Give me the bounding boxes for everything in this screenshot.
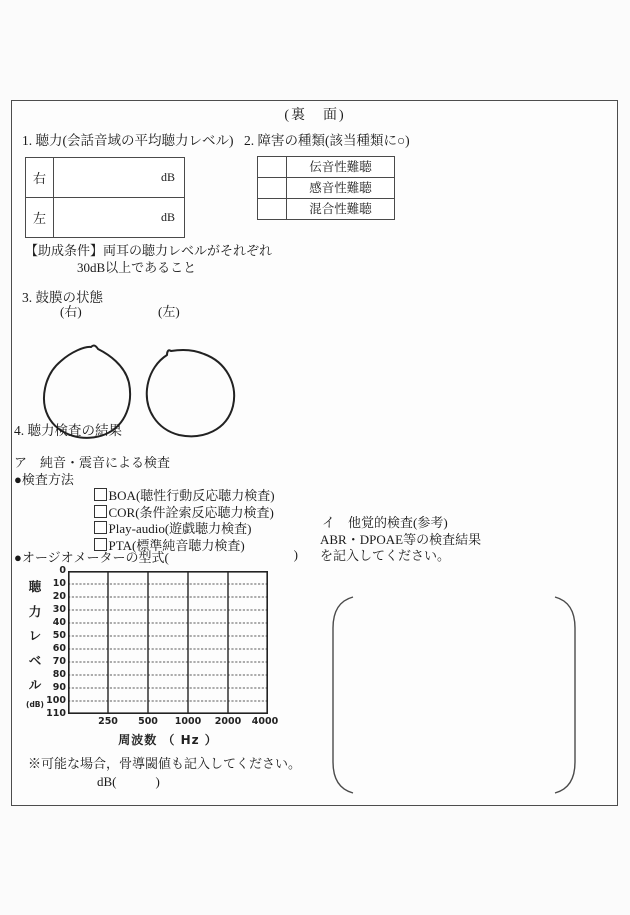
y-axis-tick: 30 [52,604,66,615]
page-title: (裏 面) [284,108,346,123]
bone-conduction-field[interactable]: dB( ) [97,774,160,789]
y-axis-tick: 40 [52,617,66,628]
left-eardrum-outline [147,350,234,436]
y-axis-tick: 80 [52,669,66,680]
y-axis-tick: 60 [52,643,66,654]
method-option-label: PTA(標準純音聴力検査) [108,538,245,553]
audiometer-model-field[interactable] [169,547,294,566]
x-axis-tick: 250 [98,716,118,727]
section-4-heading: 4. 聴力検査の結果 [14,423,122,438]
subsidy-note-line2: 30dB以上であること [77,260,197,275]
y-axis-title-char: 力 [28,603,42,619]
y-axis-tick: 50 [52,630,66,641]
method-option-label: BOA(聴性行動反応聴力検査) [108,488,275,503]
method-option-label: Play-audio(遊戯聴力検査) [108,521,252,536]
disorder-type-label: 混合性難聴 [309,202,372,216]
table-row [258,177,394,198]
disorder-type-label: 感音性難聴 [309,181,372,195]
disorder-type-label: 伝音性難聴 [309,160,372,174]
right-bracket [555,597,575,793]
vertical-gridlines [108,571,228,714]
x-axis-tick: 1000 [174,716,202,727]
method-option-label: COR(条件詮索反応聴力検査) [108,505,274,520]
eardrum-right-label: (右) [60,304,82,319]
x-axis-tick: 500 [138,716,158,727]
table-row [258,157,394,177]
y-axis-title-char: ベ [28,652,42,668]
close-paren-label: ) [293,547,298,562]
horizontal-gridlines [68,584,268,701]
y-axis-tick: 110 [46,708,66,719]
left-bracket [333,597,353,793]
audiogram-grid[interactable] [68,571,268,714]
objective-result-area[interactable] [325,562,583,812]
y-axis-title-char: レ [28,628,42,644]
circle-mark-cell-mixed[interactable] [258,199,287,219]
table-row [26,197,184,237]
y-axis-title-char: 聴 [28,579,42,594]
section-2-heading: 2. 障害の種類(該当種類に○) [244,133,410,148]
row-label-left: 左 [26,198,54,237]
table-row [258,198,394,219]
circle-mark-cell-conductive[interactable] [258,157,287,177]
x-axis-tick: 2000 [214,716,242,727]
plot-border [69,572,267,713]
y-axis-tick: 100 [46,695,66,706]
hearing-level-table [25,157,185,238]
table-row [26,158,184,197]
db-unit-label: dB [160,170,175,184]
y-axis-tick: 0 [59,565,66,576]
x-axis-title: 周波数 （ Hz ） [118,733,218,747]
y-axis-tick: 90 [52,682,66,693]
objective-test-heading: イ 他覚的検査(参考) [322,515,448,530]
y-axis-tick: 20 [52,591,66,602]
disorder-type-table [257,156,395,220]
audiometer-model-label: ●オージオメーターの型式( [14,550,169,565]
hearing-db-field-right[interactable] [54,158,184,197]
section-3-heading: 3. 鼓膜の状態 [22,290,103,305]
bone-conduction-note: ※可能な場合，骨導閾値も記入してください。 [28,756,302,771]
y-axis-tick: 70 [52,656,66,667]
pure-tone-heading: ア 純音・震音による検査 [14,455,171,470]
y-axis-title [26,577,44,709]
y-axis-tick: 10 [52,578,66,589]
subsidy-note-line1: 【助成条件】両耳の聴力レベルがそれぞれ [25,243,273,258]
hearing-db-field-left[interactable] [54,198,184,237]
circle-mark-cell-sensorineural[interactable] [258,178,287,198]
y-axis-unit-label: (dB) [26,699,44,709]
method-label: ●検査方法 [14,472,74,487]
db-unit-label: dB [160,210,175,224]
x-axis-tick: 4000 [251,716,279,727]
objective-test-note-line2: ABR・DPOAE等の検査結果 [320,532,482,547]
row-label-right: 右 [26,158,54,197]
section-1-heading: 1. 聴力(会話音域の平均聴力レベル) [22,133,234,148]
audiometer-model-line [14,547,298,566]
eardrum-left-label: (左) [158,304,180,319]
y-axis-title-char: ル [28,677,42,693]
objective-test-note-line3: を記入してください。 [320,548,451,563]
